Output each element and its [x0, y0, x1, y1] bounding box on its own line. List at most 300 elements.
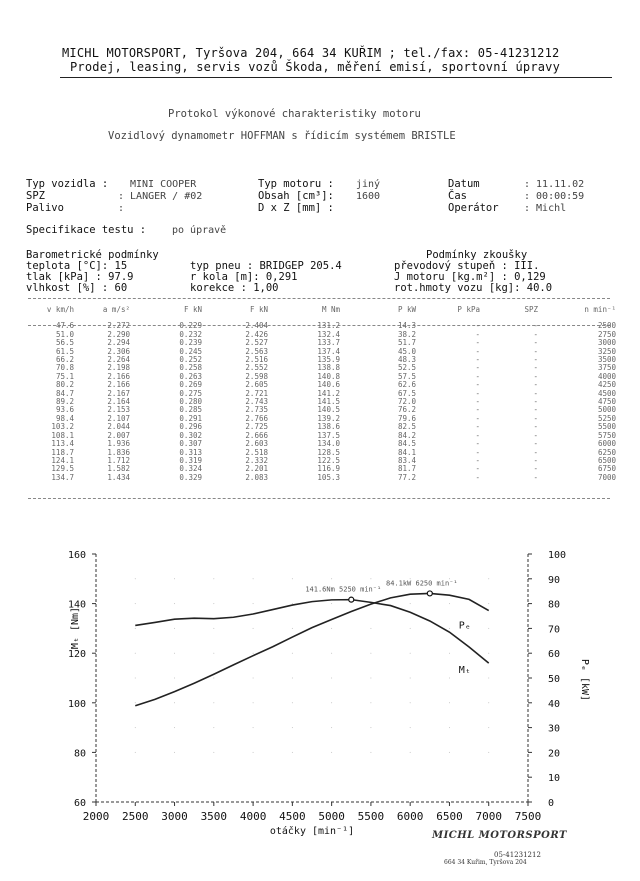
x-tick-label: 3500 — [200, 810, 228, 823]
table-cell: 137.4 — [317, 346, 340, 356]
table-cell: 38.2 — [397, 329, 416, 339]
obsah-label: Obsah [cm³]: — [258, 190, 334, 202]
table-cell: 77.2 — [397, 472, 416, 482]
series-line — [135, 593, 488, 705]
grid-dot — [370, 702, 371, 703]
table-cell: - — [533, 380, 538, 390]
table-cell: 116.9 — [317, 464, 340, 474]
grid-dot — [410, 727, 411, 728]
table-cell: 72.0 — [397, 397, 416, 407]
dxz-label: D x Z [mm] : — [258, 202, 334, 214]
table-cell: 4750 — [597, 397, 616, 407]
datum-label: Datum — [448, 178, 480, 190]
table-cell: 134.0 — [317, 439, 340, 449]
table-header-cell: P kW — [397, 305, 416, 314]
table-cell: - — [533, 363, 538, 373]
grid-dot — [370, 727, 371, 728]
table-cell: 135.9 — [317, 355, 340, 365]
grid-dot — [213, 628, 214, 629]
table-cell: 2.563 — [245, 346, 268, 356]
table-cell: 132.4 — [317, 329, 340, 339]
table-cell: - — [533, 346, 538, 356]
grid-dot — [370, 752, 371, 753]
typ-vozidla-label: Typ vozidla : — [26, 178, 109, 190]
table-cell: 0.302 — [179, 430, 202, 440]
x-tick-label: 7500 — [514, 810, 542, 823]
table-row — [28, 474, 620, 482]
grid-dot — [410, 628, 411, 629]
table-cell: 122.5 — [317, 455, 340, 465]
grid-dot — [331, 727, 332, 728]
grid-dot — [488, 628, 489, 629]
grid-dot — [488, 653, 489, 654]
table-cell: - — [533, 388, 538, 398]
grid-dot — [331, 578, 332, 579]
grid-dot — [449, 603, 450, 604]
table-cell: 0.285 — [179, 405, 202, 415]
table-cell: - — [475, 472, 480, 482]
table-cell: 79.6 — [397, 413, 416, 423]
table-cell: 93.6 — [55, 405, 74, 415]
grid-dot — [174, 752, 175, 753]
table-cell: 0.291 — [179, 413, 202, 423]
table-cell: 6000 — [597, 439, 616, 449]
grid-dot — [253, 752, 254, 753]
table-cell: 2750 — [597, 329, 616, 339]
table-cell: 140.5 — [317, 405, 340, 415]
grid-dot — [213, 678, 214, 679]
table-cell: - — [533, 329, 538, 339]
grid-dot — [135, 578, 136, 579]
table-cell: 3250 — [597, 346, 616, 356]
grid-dot — [135, 727, 136, 728]
x-tick-label: 6500 — [436, 810, 463, 823]
table-cell: - — [533, 439, 538, 449]
table-cell: 0.275 — [179, 388, 202, 398]
grid-dot — [449, 702, 450, 703]
grid-dot — [174, 628, 175, 629]
table-cell: 2.167 — [107, 388, 130, 398]
x-tick-label: 6000 — [396, 810, 424, 823]
table-cell: 113.4 — [51, 439, 74, 449]
table-cell: 5000 — [597, 405, 616, 415]
left-tick-label: 140 — [67, 599, 86, 611]
stamp-phone: 05-41231212 — [494, 851, 541, 859]
table-cell: 0.296 — [179, 422, 202, 432]
grid-dot — [213, 578, 214, 579]
table-cell: - — [475, 430, 480, 440]
grid-dot — [253, 603, 254, 604]
right-tick-label: 50 — [548, 674, 561, 685]
table-cell: - — [533, 464, 538, 474]
left-tick-label: 100 — [67, 698, 86, 710]
table-cell: 56.5 — [55, 338, 74, 348]
table-cell: 118.7 — [51, 447, 74, 457]
left-tick-label: 60 — [73, 798, 86, 809]
x-axis-title: otáčky [min⁻¹] — [269, 826, 355, 837]
dynamometer-title: Vozidlový dynamometr HOFFMAN s řídicím systémem BRISTLE — [108, 130, 456, 142]
grid-dot — [331, 653, 332, 654]
grid-dot — [253, 653, 254, 654]
table-cell: 138.8 — [317, 363, 340, 373]
grid-dot — [292, 752, 293, 753]
table-cell: 2.306 — [107, 346, 130, 356]
grid-dot — [488, 702, 489, 703]
grid-dot — [253, 678, 254, 679]
grid-dot — [370, 653, 371, 654]
palivo-value: : — [118, 203, 125, 214]
table-cell: 124.1 — [51, 455, 74, 465]
header-rule — [60, 77, 612, 78]
table-cell: 6250 — [597, 447, 616, 457]
table-cell: 0.245 — [179, 346, 202, 356]
table-cell: - — [475, 329, 480, 339]
table-cell: 103.2 — [51, 422, 74, 432]
table-cell: 140.8 — [317, 371, 340, 381]
table-cell: 139.2 — [317, 413, 340, 423]
grid-dot — [449, 752, 450, 753]
table-cell: 0.239 — [179, 338, 202, 348]
palivo-label: Palivo — [26, 202, 64, 214]
grid-dot — [253, 578, 254, 579]
table-cell: 3000 — [597, 338, 616, 348]
vlhkost: vlhkost [%] : 60 — [26, 282, 128, 294]
grid-dot — [174, 578, 175, 579]
table-cell: - — [475, 447, 480, 457]
grid-dot — [253, 628, 254, 629]
series-line — [135, 600, 488, 663]
table-cell: 1.936 — [107, 439, 130, 449]
table-cell: - — [475, 413, 480, 423]
table-cell: 1.434 — [107, 472, 130, 482]
grid-dot — [449, 628, 450, 629]
table-cell: 4500 — [597, 388, 616, 398]
protocol-title: Protokol výkonové charakteristiky motoru — [168, 108, 421, 120]
grid-dot — [449, 653, 450, 654]
company-header-line1: MICHL MOTORSPORT, Tyršova 204, 664 34 KUŘIM ; tel./fax: 05-41231212 — [62, 46, 560, 60]
grid-dot — [370, 628, 371, 629]
table-cell: 2.527 — [245, 338, 268, 348]
table-cell: - — [533, 455, 538, 465]
grid-dot — [213, 603, 214, 604]
x-tick-label: 2000 — [82, 810, 110, 823]
company-header-line2: Prodej, leasing, servis vozů Škoda, měření emisí, sportovní úpravy — [70, 60, 561, 74]
prevod: převodový stupeň : III. — [394, 260, 540, 272]
table-cell: 2.083 — [245, 472, 268, 482]
table-cell: 3500 — [597, 355, 616, 365]
typ-vozidla-value: MINI COOPER — [130, 179, 197, 190]
table-header-cell: P kPa — [457, 305, 480, 314]
table-cell: 3750 — [597, 363, 616, 373]
table-cell: 66.2 — [55, 355, 74, 365]
korekce: korekce : 1,00 — [190, 282, 279, 294]
r-kola: r kola [m]: 0,291 — [190, 271, 298, 283]
table-cell: 84.1 — [397, 447, 416, 457]
series-label: Mₜ — [458, 665, 471, 677]
grid-dot — [449, 678, 450, 679]
table-cell: 45.0 — [397, 346, 416, 356]
table-cell: - — [475, 405, 480, 415]
table-cell: 137.5 — [317, 430, 340, 440]
grid-dot — [292, 603, 293, 604]
grid-dot — [449, 727, 450, 728]
table-cell: 0.263 — [179, 371, 202, 381]
table-cell: 4250 — [597, 380, 616, 390]
table-cell: 7000 — [597, 472, 616, 482]
table-header-cell: M Nm — [321, 305, 340, 314]
table-cell: 2.201 — [245, 464, 268, 474]
grid-dot — [331, 628, 332, 629]
operator-label: Operátor — [448, 202, 499, 214]
table-cell: 52.5 — [397, 363, 416, 373]
typ-pneu: typ pneu : BRIDGEP 205.4 — [190, 260, 342, 272]
table-cell: - — [475, 321, 480, 331]
table-cell: 5750 — [597, 430, 616, 440]
table-cell: 2.198 — [107, 363, 130, 373]
table-cell: 80.2 — [55, 380, 74, 390]
table-cell: 81.7 — [397, 464, 416, 474]
table-cell: 0.313 — [179, 447, 202, 457]
table-cell: 138.6 — [317, 422, 340, 432]
table-cell: 129.5 — [51, 464, 74, 474]
rot-hmoty: rot.hmoty vozu [kg]: 40.0 — [394, 282, 553, 294]
table-cell: 51.7 — [397, 338, 416, 348]
grid-dot — [488, 752, 489, 753]
table-cell: 62.6 — [397, 380, 416, 390]
table-cell: - — [475, 455, 480, 465]
table-cell: 0.324 — [179, 464, 202, 474]
grid-dot — [174, 678, 175, 679]
grid-dot — [331, 603, 332, 604]
table-cell: 2.332 — [245, 455, 268, 465]
grid-dot — [135, 678, 136, 679]
grid-dot — [292, 727, 293, 728]
typ-motoru-value: jiný — [356, 179, 381, 190]
grid-dot — [292, 578, 293, 579]
grid-dot — [410, 653, 411, 654]
table-cell: 98.4 — [55, 413, 74, 423]
company-stamp — [432, 830, 567, 866]
table-cell: 83.4 — [397, 455, 416, 465]
table-cell: 67.5 — [397, 388, 416, 398]
table-cell: 2.605 — [245, 380, 268, 390]
grid-dot — [213, 653, 214, 654]
table-header-cell: v km/h — [46, 305, 74, 314]
grid-dot — [135, 653, 136, 654]
series-label: Pₑ — [458, 620, 471, 632]
table-cell: - — [533, 447, 538, 457]
table-cell: 76.2 — [397, 405, 416, 415]
table-cell: 2.264 — [107, 355, 130, 365]
table-cell: 6500 — [597, 455, 616, 465]
table-cell: 2.766 — [245, 413, 268, 423]
right-tick-label: 0 — [548, 798, 555, 809]
table-cell: 2.721 — [245, 388, 268, 398]
zk-title: Podmínky zkoušky — [426, 249, 528, 261]
table-cell: - — [475, 338, 480, 348]
table-cell: 105.3 — [317, 472, 340, 482]
right-tick-label: 80 — [548, 599, 561, 611]
baro-title: Barometrické podmínky — [26, 249, 159, 261]
typ-motoru-label: Typ motoru : — [258, 178, 334, 190]
table-cell: 2.725 — [245, 422, 268, 432]
table-cell: - — [475, 397, 480, 407]
left-tick-label: 80 — [73, 748, 86, 760]
table-cell: 2.516 — [245, 355, 268, 365]
table-cell: 0.269 — [179, 380, 202, 390]
table-cell: 2.666 — [245, 430, 268, 440]
grid-dot — [292, 678, 293, 679]
table-cell: 2.518 — [245, 447, 268, 457]
right-tick-label: 40 — [548, 698, 561, 710]
table-cell: 82.5 — [397, 422, 416, 432]
table-cell: 2.598 — [245, 371, 268, 381]
grid-dot — [253, 702, 254, 703]
table-cell: - — [475, 346, 480, 356]
table-cell: 0.319 — [179, 455, 202, 465]
peak-label: 141.6Nm 5250 min⁻¹ — [305, 585, 382, 594]
table-cell: 2.294 — [107, 338, 130, 348]
spec-value: po úpravě — [172, 225, 227, 236]
table-cell: 108.1 — [51, 430, 74, 440]
table-cell: 6750 — [597, 464, 616, 474]
measurement-table — [28, 306, 620, 482]
spz-label: SPZ — [26, 190, 45, 202]
table-cell: 2.166 — [107, 371, 130, 381]
right-axis-title: Pₑ [kW] — [579, 658, 590, 702]
grid-dot — [174, 653, 175, 654]
grid-dot — [331, 678, 332, 679]
cas-label: Čas — [448, 190, 467, 202]
table-cell: 2.404 — [245, 321, 268, 331]
j-motoru: J motoru [kg.m²] : 0,129 — [394, 271, 546, 283]
grid-dot — [370, 578, 371, 579]
table-cell: - — [475, 439, 480, 449]
grid-dot — [331, 752, 332, 753]
table-bottom-rule — [28, 498, 610, 499]
table-cell: 75.1 — [55, 371, 74, 381]
x-tick-label: 4000 — [239, 810, 267, 823]
grid-dot — [135, 752, 136, 753]
right-tick-label: 70 — [548, 624, 561, 636]
table-cell: 0.307 — [179, 439, 202, 449]
grid-dot — [174, 702, 175, 703]
tlak: tlak [kPa] : 97.9 — [26, 271, 134, 283]
table-cell: 131.2 — [317, 321, 340, 331]
table-cell: 1.582 — [107, 464, 130, 474]
table-cell: 2.426 — [245, 329, 268, 339]
table-header-cell: a m/s² — [102, 305, 130, 314]
table-header-cell: SPZ — [524, 305, 538, 314]
x-tick-label: 5500 — [357, 810, 385, 823]
table-cell: 84.7 — [55, 388, 74, 398]
table-header-cell: n min⁻¹ — [584, 305, 616, 314]
right-tick-label: 60 — [548, 649, 561, 661]
table-cell: - — [533, 472, 538, 482]
table-cell: 2.272 — [107, 321, 130, 331]
table-cell: - — [475, 371, 480, 381]
x-tick-label: 3000 — [161, 810, 188, 823]
left-tick-label: 120 — [67, 649, 86, 661]
grid-dot — [213, 752, 214, 753]
grid-dot — [410, 678, 411, 679]
peak-marker — [427, 591, 432, 596]
stamp-name: MICHL MOTORSPORT — [432, 830, 567, 841]
table-cell: 2500 — [597, 321, 616, 331]
table-cell: 141.2 — [317, 388, 340, 398]
cas-value: : 00:00:59 — [524, 191, 585, 202]
table-cell: 1.836 — [107, 447, 130, 457]
grid-dot — [135, 628, 136, 629]
table-cell: 57.5 — [397, 371, 416, 381]
grid-dot — [135, 702, 136, 703]
grid-dot — [292, 628, 293, 629]
table-cell: 84.5 — [397, 439, 416, 449]
table-cell: 2.044 — [107, 422, 130, 432]
table-cell: 2.552 — [245, 363, 268, 373]
grid-dot — [488, 727, 489, 728]
right-tick-label: 20 — [548, 748, 561, 760]
table-cell: - — [533, 338, 538, 348]
table-cell: - — [475, 380, 480, 390]
right-tick-label: 30 — [548, 723, 561, 735]
x-tick-label: 4500 — [279, 810, 306, 823]
x-tick-label: 7000 — [475, 810, 502, 823]
grid-dot — [213, 702, 214, 703]
table-cell: - — [533, 422, 538, 432]
obsah-value: 1600 — [356, 191, 381, 202]
right-tick-label: 90 — [548, 574, 561, 586]
table-cell: - — [533, 371, 538, 381]
table-cell: 84.2 — [397, 430, 416, 440]
table-header-cell: F kN — [183, 305, 202, 314]
table-cell: 0.252 — [179, 355, 202, 365]
table-cell: 0.229 — [179, 321, 202, 331]
table-cell: 2.007 — [107, 430, 130, 440]
table-cell: 61.5 — [55, 346, 74, 356]
right-tick-label: 10 — [548, 773, 561, 785]
x-tick-label: 2500 — [122, 810, 149, 823]
table-cell: 0.232 — [179, 329, 202, 339]
table-cell: 134.7 — [51, 472, 74, 482]
table-cell: 2.107 — [107, 413, 130, 423]
table-header-cell: F kN — [249, 305, 268, 314]
grid-dot — [488, 603, 489, 604]
table-cell: - — [533, 405, 538, 415]
table-cell: - — [475, 464, 480, 474]
table-cell: - — [475, 363, 480, 373]
table-cell: 2.603 — [245, 439, 268, 449]
operator-value: : Michl — [524, 203, 567, 214]
right-tick-label: 100 — [548, 550, 567, 561]
spec-label: Specifikace testu : — [26, 224, 147, 236]
peak-marker — [349, 597, 354, 602]
table-cell: 2.164 — [107, 397, 130, 407]
table-cell: 128.5 — [317, 447, 340, 457]
table-cell: 2.166 — [107, 380, 130, 390]
left-axis-title: Mₜ [Nm] — [70, 606, 81, 650]
datum-value: : 11.11.02 — [524, 179, 585, 190]
table-cell: 4000 — [597, 371, 616, 381]
table-cell: 0.329 — [179, 472, 202, 482]
table-cell: 14.3 — [397, 321, 416, 331]
grid-dot — [292, 653, 293, 654]
table-top-rule — [28, 298, 610, 299]
table-cell: - — [533, 397, 538, 407]
table-cell: 51.0 — [55, 329, 74, 339]
x-tick-label: 5000 — [318, 810, 345, 823]
teplota: teplota [°C]: 15 — [26, 260, 128, 272]
